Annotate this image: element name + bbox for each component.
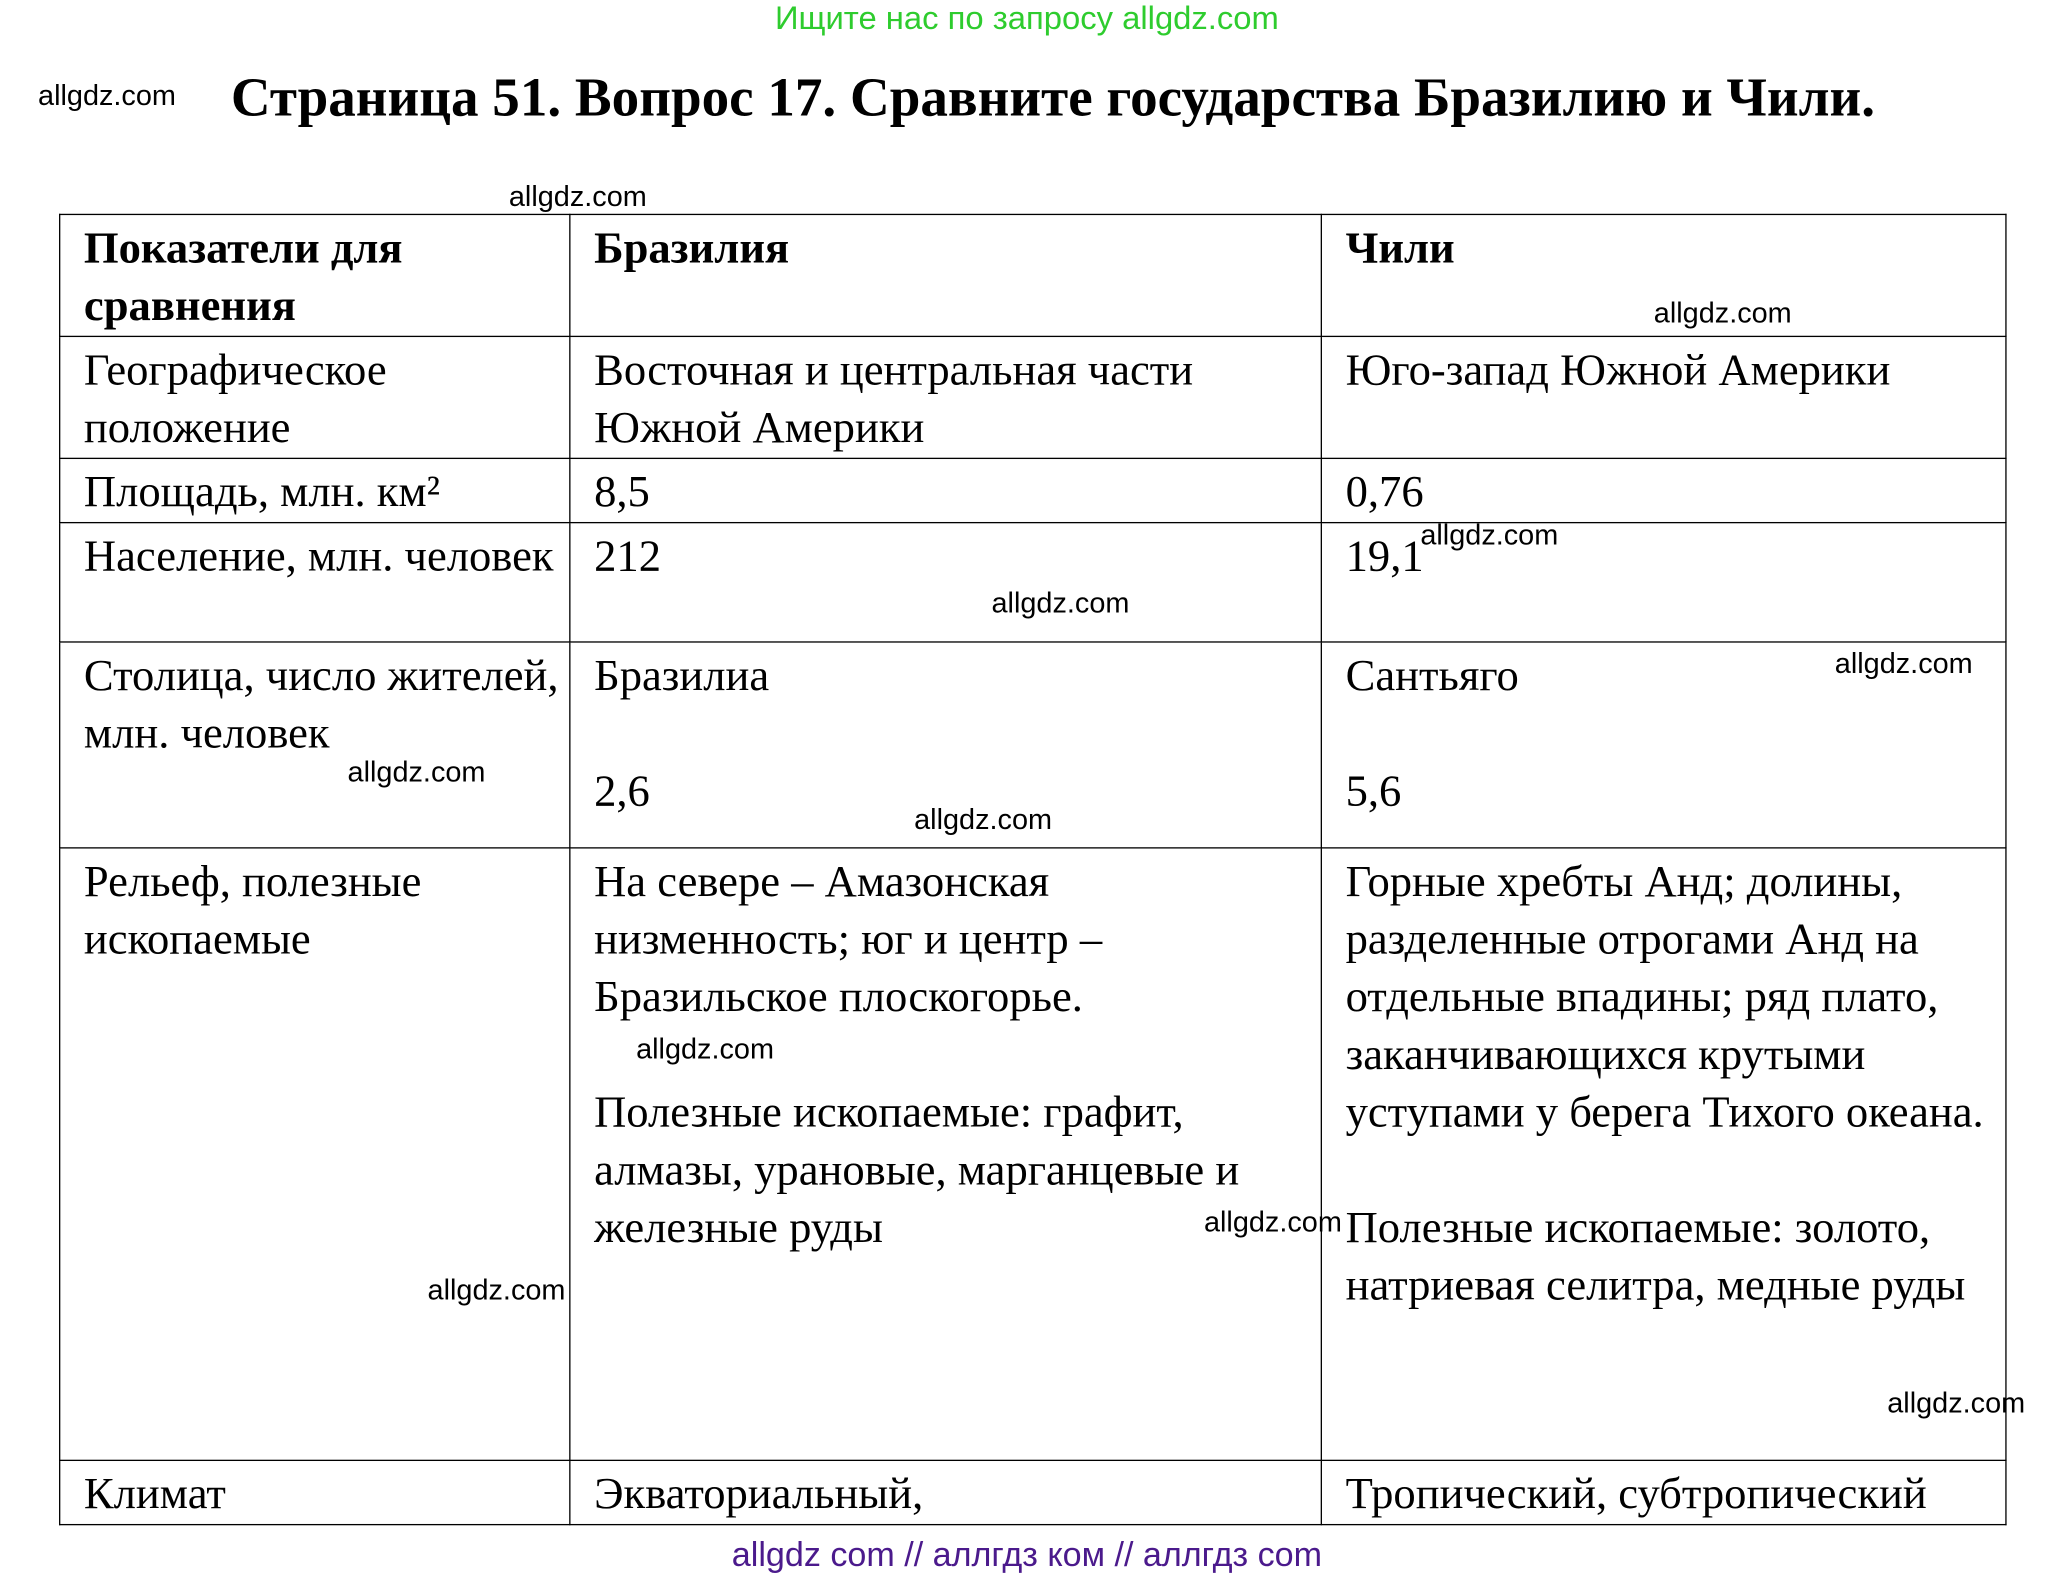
page-title: Страница 51. Вопрос 17. Сравните государства Бразилию и Чили. [230, 68, 1876, 129]
header-chile: Чили [1321, 214, 2006, 336]
brazil-cell: 212 [570, 523, 1321, 642]
table-row [60, 458, 2006, 522]
watermark: allgdz.com [636, 1032, 774, 1065]
capital-name: Бразилиа [594, 651, 770, 701]
relief-text: На севере – Амазонская низменность; юг и центр – Бразильское плоскогорье. [594, 857, 1103, 1022]
footer-links[interactable]: allgdz com // аллгдз ком // аллгдз com [731, 1534, 1323, 1574]
relief-text: Горные хребты Анд; долины, разделенные отрогами Анд на отдельные впадины; ряд плато, заканчивающихся крутыми уступами у берега Тихого океана. [1345, 857, 1984, 1138]
table-row [60, 848, 2006, 1460]
watermark: allgdz.com [1834, 646, 1973, 680]
watermark: allgdz.com [991, 586, 1130, 620]
brazil-cell: Экваториальный, [570, 1460, 1321, 1524]
watermark: allgdz.com [38, 78, 176, 112]
row-label: Население, млн. человек [60, 523, 570, 642]
search-hint-link[interactable]: Ищите нас по запросу allgdz.com [774, 0, 1279, 37]
row-label: Столица, число жителей, млн. человек [60, 642, 570, 848]
watermark: allgdz.com [427, 1273, 566, 1307]
brazil-cell [570, 848, 1321, 1460]
minerals-text: Полезные ископаемые: золото, натриевая селитра, медные руды [1345, 1203, 1966, 1311]
row-label: Географическое положение [60, 336, 570, 458]
watermark: allgdz.com [914, 802, 1053, 836]
chile-cell: 0,76 [1321, 458, 2006, 522]
watermark: allgdz.com [1203, 1205, 1342, 1239]
watermark: allgdz.com [508, 179, 647, 213]
watermark: allgdz.com [1420, 518, 1559, 551]
comparison-table [59, 214, 2007, 1525]
table-row [60, 1460, 2006, 1524]
table-row [60, 336, 2006, 458]
minerals-text: Полезные ископаемые: графит, алмазы, урановые, марганцевые и железные руды [594, 1088, 1240, 1253]
watermark: allgdz.com [1887, 1386, 2026, 1420]
header-brazil: Бразилия [570, 214, 1321, 336]
watermark: allgdz.com [347, 755, 486, 789]
brazil-cell: Восточная и центральная части Южной Америки [570, 336, 1321, 458]
capital-population: 5,6 [1345, 767, 1402, 816]
row-label: Рельеф, полезные ископаемые [60, 848, 570, 1460]
header-indicators: Показатели для сравнения [60, 214, 570, 336]
row-label: Климат [60, 1460, 570, 1524]
capital-population: 2,6 [594, 767, 650, 816]
brazil-cell: 8,5 [570, 458, 1321, 522]
capital-name: Сантьяго [1345, 651, 1519, 701]
row-label: Площадь, млн. км² [60, 458, 570, 522]
table-row [60, 523, 2006, 642]
chile-cell: 19,1 [1321, 523, 2006, 642]
chile-cell: Тропический, субтропический [1321, 1460, 2006, 1524]
chile-cell: Юго-запад Южной Америки [1321, 336, 2006, 458]
chile-cell [1321, 848, 2006, 1460]
watermark: allgdz.com [1653, 296, 1792, 330]
